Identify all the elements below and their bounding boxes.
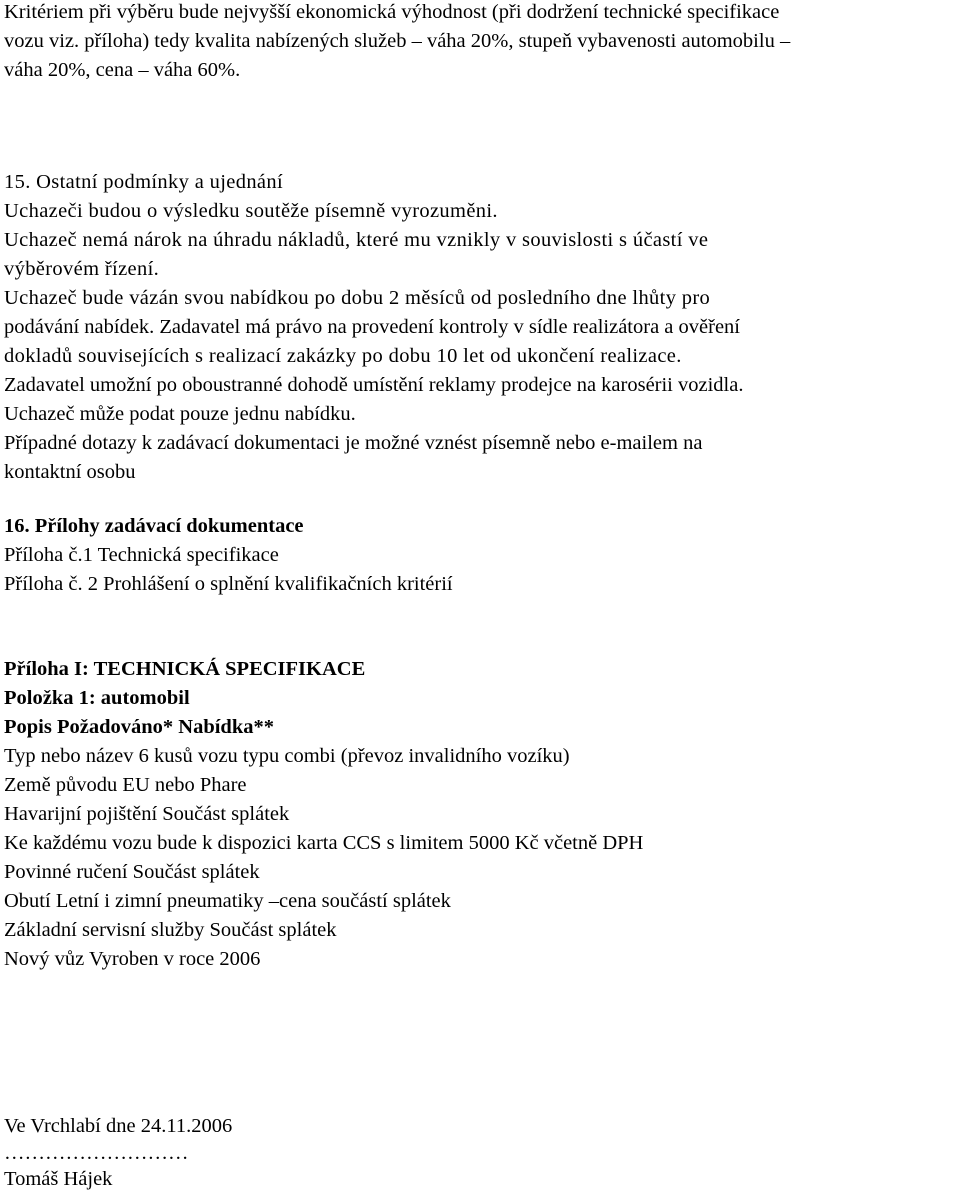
criteria-line: vozu viz. příloha) tedy kvalita nabízených služeb – váha 20%, stupeň vybavenosti automobilu – [4, 30, 791, 52]
section-15-line: Uchazeči budou o výsledku soutěže písemně vyrozuměni. [4, 200, 498, 222]
annex-item-title: Položka 1: automobil [4, 687, 190, 709]
spec-row: Povinné ručení Součást splátek [4, 861, 260, 883]
section-16-heading: 16. Přílohy zadávací dokumentace [4, 515, 304, 537]
section-15-line: Uchazeč bude vázán svou nabídkou po dobu 2 měsíců od posledního dne lhůty pro [4, 287, 711, 309]
section-15-line: kontaktní osobu [4, 461, 136, 483]
attachment-item: Příloha č. 2 Prohlášení o splnění kvalifikačních kritérií [4, 573, 453, 595]
section-15-line: výběrovém řízení. [4, 258, 160, 280]
section-15-line: dokladů souvisejících s realizací zakázky po dobu 10 let od ukončení realizace. [4, 345, 682, 367]
criteria-paragraph [4, 0, 790, 85]
spec-row: Základní servisní služby Součást splátek [4, 919, 337, 941]
section-15-heading: 15. Ostatní podmínky a ujednání [4, 171, 284, 193]
section-15 [4, 168, 743, 487]
signature-block [4, 1112, 232, 1194]
annex-columns-header: Popis Požadováno* Nabídka** [4, 716, 274, 738]
spec-row: Země původu EU nebo Phare [4, 774, 247, 796]
section-15-line: Zadavatel umožní po oboustranné dohodě umístění reklamy prodejce na karosérii vozidla. [4, 374, 744, 396]
spec-row: Nový vůz Vyroben v roce 2006 [4, 948, 261, 970]
criteria-line: Kritériem při výběru bude nejvyšší ekonomická výhodnost (při dodržení technické specifikace [4, 1, 780, 23]
annex-technical-specification [4, 655, 643, 974]
signature-dots: ……………………… [4, 1142, 189, 1164]
attachment-item: Příloha č.1 Technická specifikace [4, 544, 279, 566]
criteria-line: váha 20%, cena – váha 60%. [4, 59, 241, 81]
signatory-name: Tomáš Hájek [4, 1168, 113, 1190]
spec-row: Typ nebo název 6 kusů vozu typu combi (převoz invalidního vozíku) [4, 745, 570, 767]
spec-row: Havarijní pojištění Součást splátek [4, 803, 290, 825]
section-15-line: Uchazeč může podat pouze jednu nabídku. [4, 403, 356, 425]
section-15-line: podávání nabídek. Zadavatel má právo na provedení kontroly v sídle realizátora a ověření [4, 316, 740, 338]
section-15-line: Uchazeč nemá nárok na úhradu nákladů, které mu vznikly v souvislosti s účastí ve [4, 229, 709, 251]
place-date: Ve Vrchlabí dne 24.11.2006 [4, 1115, 233, 1137]
spec-row: Obutí Letní i zimní pneumatiky –cena součástí splátek [4, 890, 451, 912]
section-15-line: Případné dotazy k zadávací dokumentaci je možné vznést písemně nebo e-mailem na [4, 432, 703, 454]
annex-title: Příloha I: TECHNICKÁ SPECIFIKACE [4, 658, 366, 680]
spec-row: Ke každému vozu bude k dispozici karta CCS s limitem 5000 Kč včetně DPH [4, 832, 644, 854]
section-16 [4, 512, 453, 599]
